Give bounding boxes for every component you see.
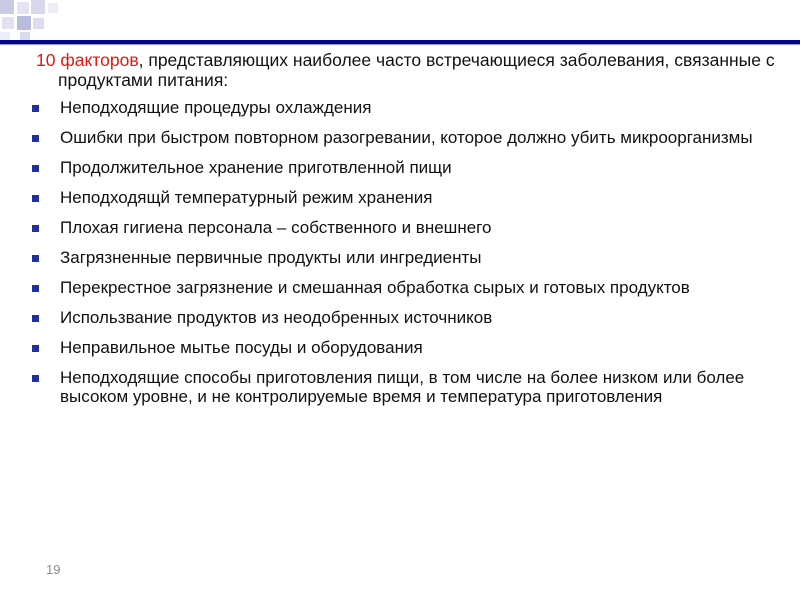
list-item bbox=[30, 218, 775, 237]
header-rule-thin bbox=[0, 44, 800, 45]
square-bullet-icon bbox=[32, 225, 39, 232]
list-item bbox=[30, 98, 775, 117]
list-item-text: Неправильное мытье посуды и оборудования bbox=[60, 338, 423, 357]
square-bullet-icon bbox=[32, 315, 39, 322]
slide-content bbox=[30, 50, 775, 417]
square-bullet-icon bbox=[32, 195, 39, 202]
square-bullet-icon bbox=[32, 285, 39, 292]
list-item-text: Неподходящй температурный режим хранения bbox=[60, 188, 433, 207]
list-item-text: Плохая гигиена персонала – собственного и внешнего bbox=[60, 218, 492, 237]
factors-list bbox=[30, 98, 775, 406]
list-item-text: Неподходящие способы приготовления пищи, в том числе на более низком или более высоком уровне, и не контролируемые время и температура приготовления bbox=[60, 368, 745, 406]
square-bullet-icon bbox=[32, 255, 39, 262]
list-item bbox=[30, 128, 775, 147]
list-item bbox=[30, 308, 775, 327]
square-bullet-icon bbox=[32, 165, 39, 172]
list-item bbox=[30, 278, 775, 297]
list-item-text: Неподходящие процедуры охлаждения bbox=[60, 98, 372, 117]
list-item-text: Продолжительное хранение приготвленной пищи bbox=[60, 158, 452, 177]
list-item bbox=[30, 188, 775, 207]
list-item bbox=[30, 368, 775, 406]
intro-text: , представляющих наиболее часто встречающиеся заболевания, связанные с продуктами питания: bbox=[58, 50, 775, 90]
list-item-text: Использвание продуктов из неодобренных источников bbox=[60, 308, 493, 327]
list-item-text: Перекрестное загрязнение и смешанная обработка сырых и готовых продуктов bbox=[60, 278, 690, 297]
square-bullet-icon bbox=[32, 105, 39, 112]
page-number: 19 bbox=[46, 562, 61, 577]
list-item-text: Ошибки при быстром повторном разогревании, которое должно убить микроорганизмы bbox=[60, 128, 753, 147]
list-item bbox=[30, 338, 775, 357]
list-item-text: Загрязненные первичные продукты или ингредиенты bbox=[60, 248, 482, 267]
square-bullet-icon bbox=[32, 375, 39, 382]
square-bullet-icon bbox=[32, 345, 39, 352]
square-bullet-icon bbox=[32, 135, 39, 142]
list-item bbox=[30, 158, 775, 177]
list-item bbox=[30, 248, 775, 267]
intro-highlight: 10 факторов bbox=[36, 50, 139, 70]
slide-intro bbox=[28, 50, 775, 90]
